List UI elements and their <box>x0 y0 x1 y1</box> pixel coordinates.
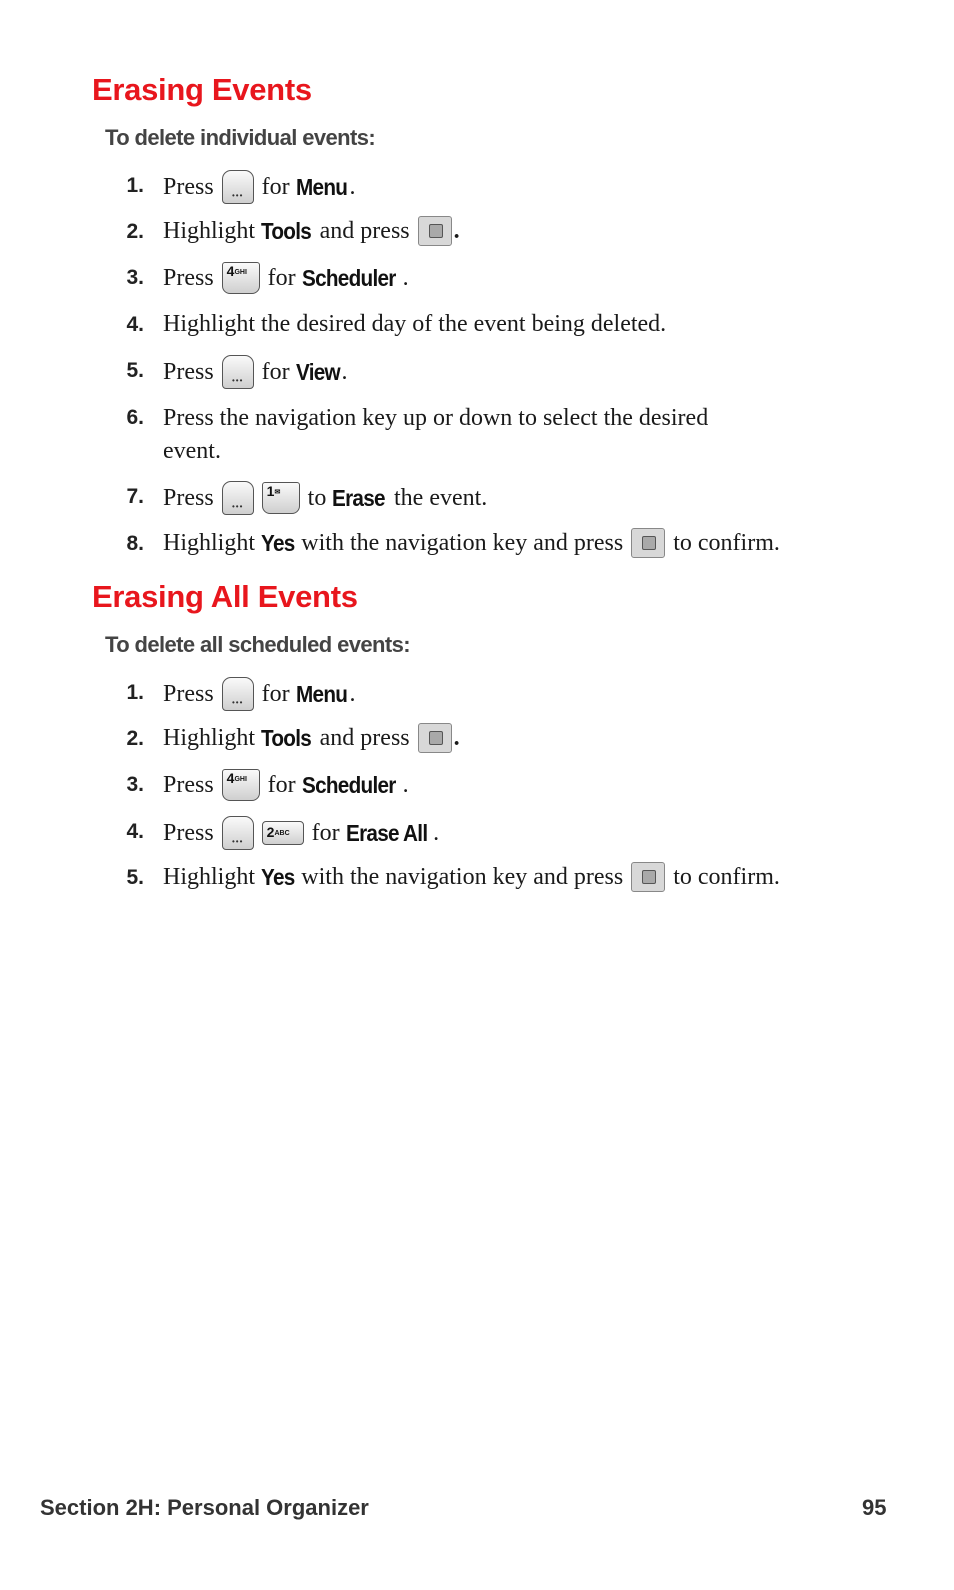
list-item: 2. Highlight Tools and press . <box>126 725 460 751</box>
ok-key-icon <box>418 723 452 753</box>
list-item: 3. Press 4GHI for Scheduler . <box>120 765 900 805</box>
section-title-erasing-all-events: Erasing All Events <box>92 579 358 614</box>
list-item: 5. Press ••• for View . <box>120 351 900 391</box>
list-item: 1. Press ••• for Menu . <box>120 673 900 713</box>
list-item: 4. Press ••• 2ABC for Erase All . <box>120 812 900 852</box>
list-item: 2. Highlight Tools and press . <box>126 218 460 244</box>
list-item: 1. Press ••• for Menu . <box>120 166 900 206</box>
menu-key-icon <box>222 677 254 711</box>
list-item: 8. Highlight Yes with the navigation key and press to confirm. <box>126 530 780 556</box>
subtitle-all-events: To delete all scheduled events: <box>105 632 410 657</box>
list-item: 5. Highlight Yes with the navigation key and press to confirm. <box>126 864 780 890</box>
menu-key-icon <box>222 170 254 204</box>
key-4-icon: 4GHI <box>222 262 260 294</box>
list-item: 6. Press the navigation key up or down to select the desired event. <box>126 405 709 464</box>
menu-key-icon <box>222 481 254 515</box>
footer-section-label: Section 2H: Personal Organizer <box>40 1495 369 1520</box>
ok-key-icon <box>631 528 665 558</box>
menu-key-icon <box>222 816 254 850</box>
ok-key-icon <box>418 216 452 246</box>
key-2-icon: 2ABC <box>262 821 304 845</box>
list-item: 3. Press 4GHI for Scheduler . <box>120 258 900 298</box>
section-title-erasing-events: Erasing Events <box>92 72 312 107</box>
page-number: 95 <box>862 1495 887 1520</box>
key-4-icon: 4GHI <box>222 769 260 801</box>
menu-key-icon <box>222 355 254 389</box>
ok-key-icon <box>631 862 665 892</box>
key-1-icon: 1✉ <box>262 482 300 514</box>
list-item: 4. Highlight the desired day of the event being deleted. <box>126 311 667 337</box>
list-item: 7. Press ••• 1✉ to Erase the event. <box>120 477 900 517</box>
subtitle-individual-events: To delete individual events: <box>105 125 376 150</box>
